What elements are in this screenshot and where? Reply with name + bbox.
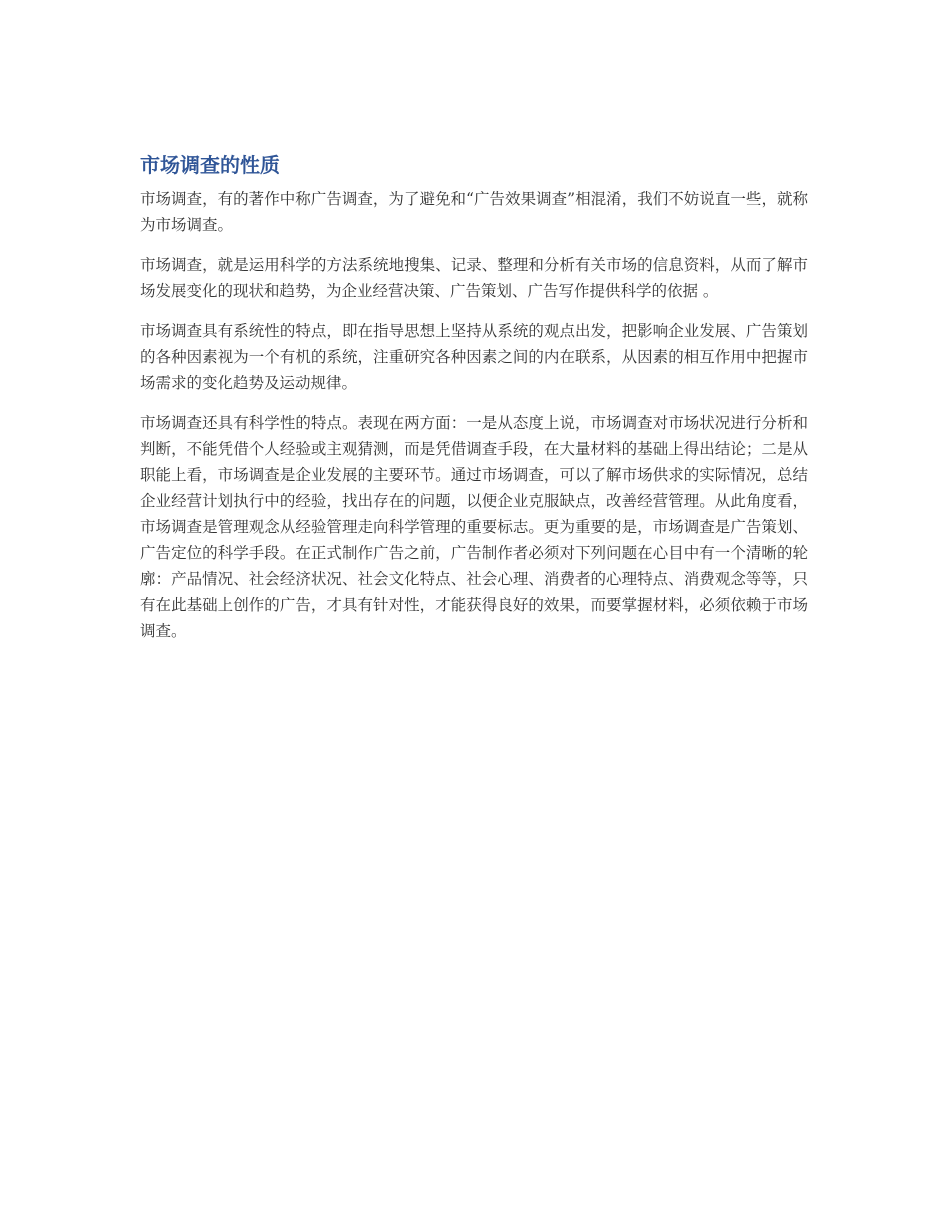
document-page (140, 150, 808, 658)
paragraph-4: 市场调查还具有科学性的特点。表现在两方面：一是从态度上说，市场调查对市场状况进行分析和判断，不能凭借个人经验或主观猜测，而是凭借调查手段，在大量材料的基础上得出结论；二是从职能上看，市场调查是企业发展的主要环节。通过市场调查，可以了解市场供求的实际情况，总结企业经营计划执行中的经验，找出存在的问题，以便企业克服缺点，改善经营管理。从此角度看，市场调查是管理观念从经验管理走向科学管理的重要标志。更为重要的是，市场调查是广告策划、广告定位的科学手段。在正式制作广告之前，广告制作者必须对下列问题在心目中有一个清晰的轮廓：产品情况、社会经济状况、社会文化特点、社会心理、消费者的心理特点、消费观念等等，只有在此基础上创作的广告，才具有针对性，才能获得良好的效果，而要掌握材料，必须依赖于市场调查。 (140, 414, 808, 640)
paragraph-2: 市场调查，就是运用科学的方法系统地搜集、记录、整理和分析有关市场的信息资料，从而了解市场发展变化的现状和趋势，为企业经营决策、广告策划、广告写作提供科学的依据 。 (140, 256, 808, 300)
paragraph-1: 市场调查，有的著作中称广告调查，为了避免和“广告效果调查”相混淆，我们不妨说直一些，就称为市场调查。 (140, 190, 808, 234)
paragraph-3: 市场调查具有系统性的特点，即在指导思想上坚持从系统的观点出发，把影响企业发展、广告策划的各种因素视为一个有机的系统，注重研究各种因素之间的内在联系，从因素的相互作用中把握市场需求的变化趋势及运动规律。 (140, 322, 808, 392)
section-heading: 市场调查的性质 (140, 153, 280, 177)
